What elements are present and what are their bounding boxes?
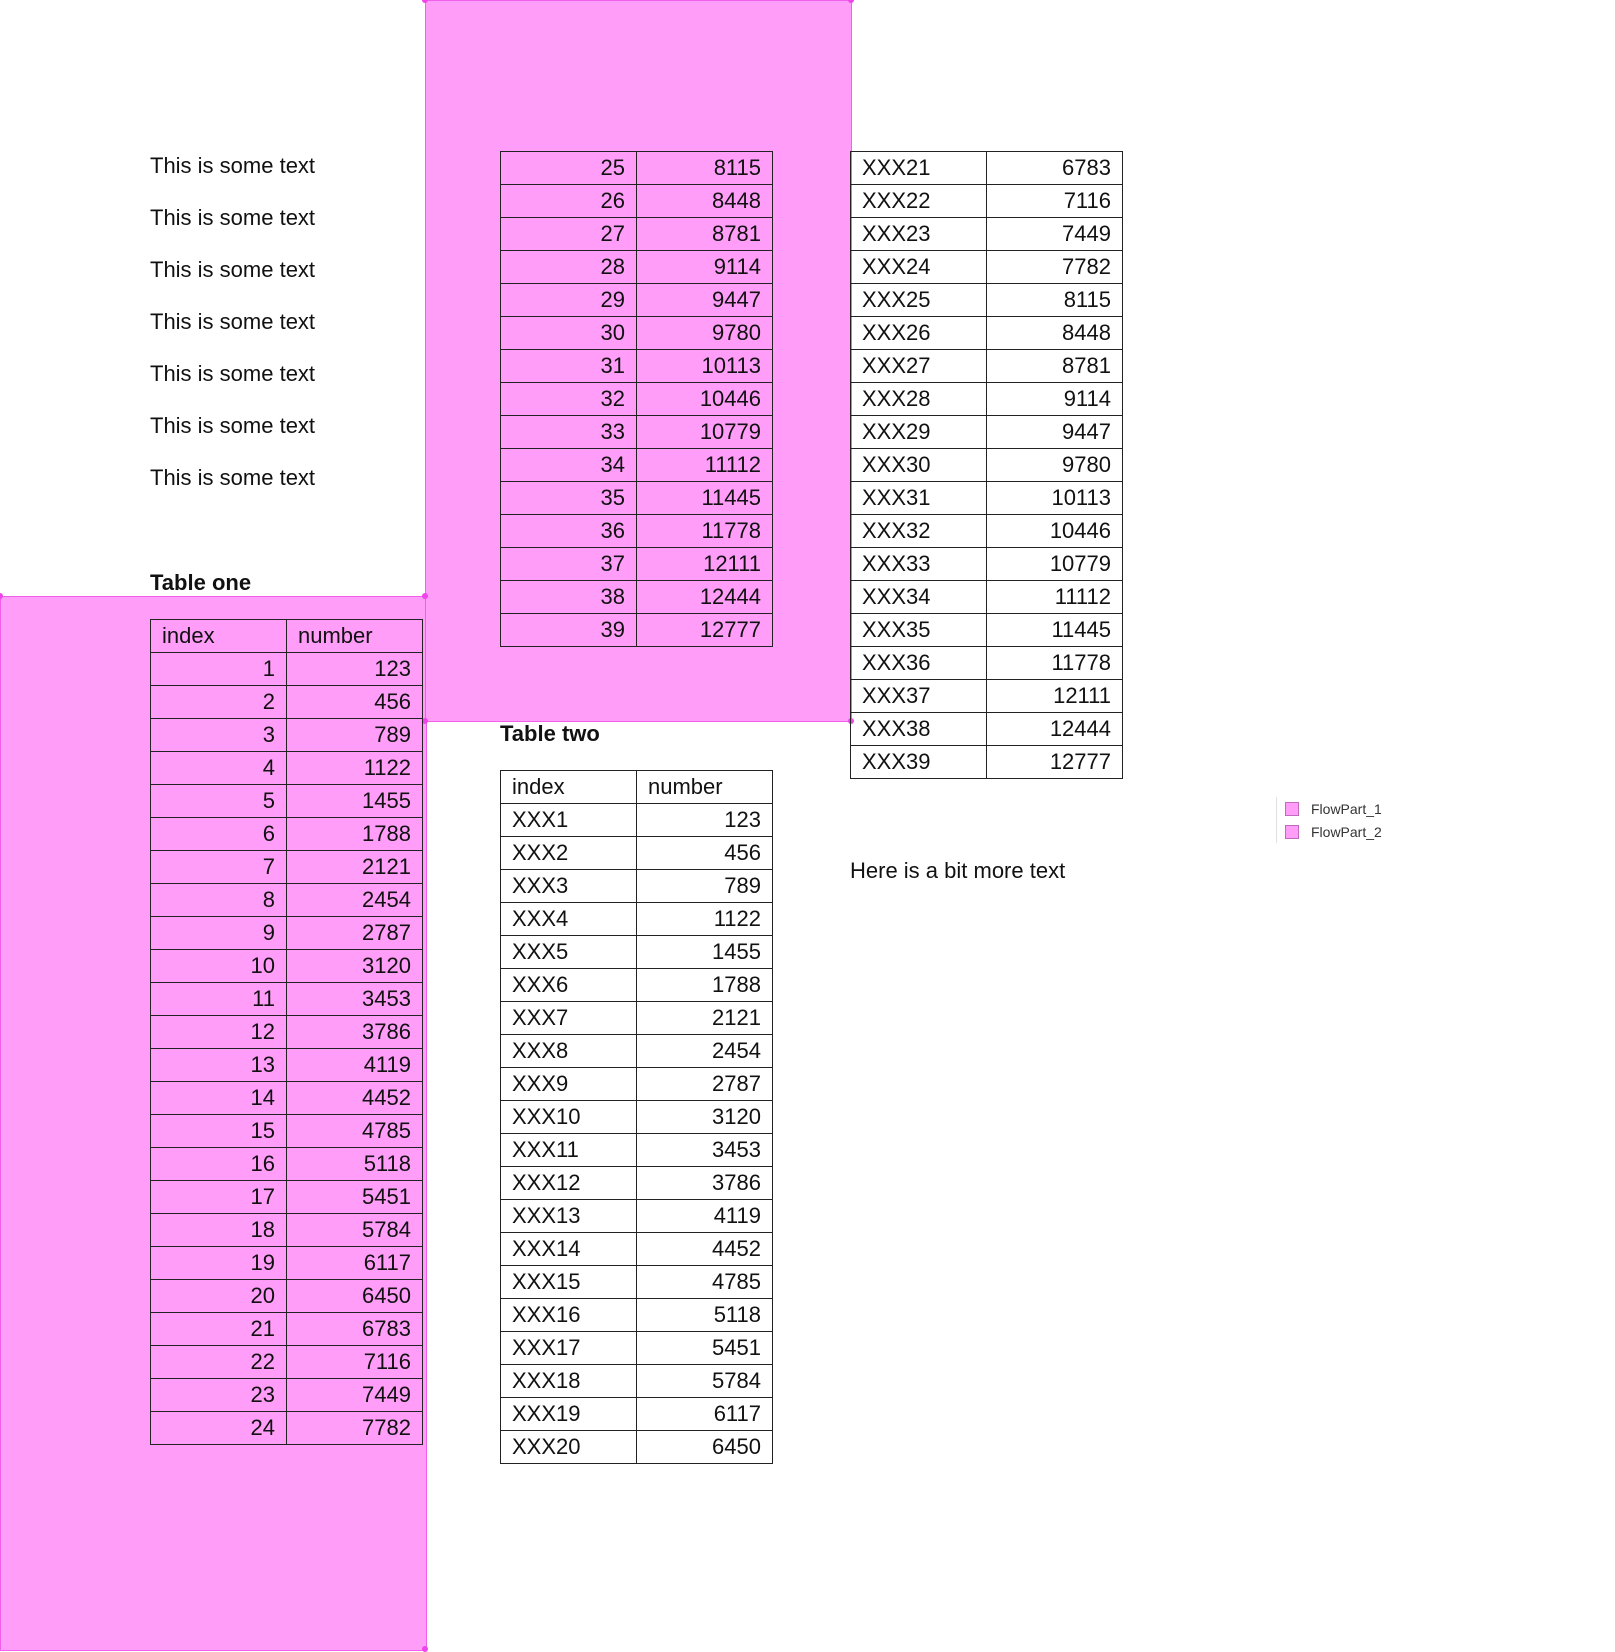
index-cell: 36 [501,515,637,548]
table-row [501,1134,773,1167]
number-cell: 5118 [637,1299,773,1332]
table-one-continued [500,151,773,647]
paragraph: This is some text [150,361,316,386]
table-row [851,614,1123,647]
column-header-index: index [501,771,637,804]
table-row [501,548,773,581]
number-cell: 5451 [287,1181,423,1214]
number-cell: 8448 [987,317,1123,350]
index-cell: 9 [151,917,287,950]
table-row [151,851,423,884]
index-cell: 38 [501,581,637,614]
table-row [501,317,773,350]
number-cell: 7449 [287,1379,423,1412]
table-two [500,770,773,1464]
index-cell: XXX29 [851,416,987,449]
number-cell: 5784 [287,1214,423,1247]
index-cell: XXX39 [851,746,987,779]
index-cell: 35 [501,482,637,515]
table-row [151,1313,423,1346]
table-row [151,1115,423,1148]
table-row [501,1332,773,1365]
index-cell: XXX31 [851,482,987,515]
number-cell: 1122 [637,903,773,936]
number-cell: 3120 [287,950,423,983]
table-row [501,1398,773,1431]
legend-item [1285,797,1382,820]
table-row [501,515,773,548]
index-cell: XXX36 [851,647,987,680]
index-cell: XXX16 [501,1299,637,1332]
table-row [151,653,423,686]
index-cell: 15 [151,1115,287,1148]
index-cell: XXX20 [501,1431,637,1464]
index-cell: XXX26 [851,317,987,350]
table-row [501,1365,773,1398]
index-cell: 8 [151,884,287,917]
table-row [501,1299,773,1332]
index-cell: XXX38 [851,713,987,746]
legend-item [1285,820,1382,843]
number-cell: 12111 [637,548,773,581]
number-cell: 4119 [637,1200,773,1233]
column-header-number: number [637,771,773,804]
index-cell: XXX4 [501,903,637,936]
column-header-index: index [151,620,287,653]
index-cell: XXX15 [501,1266,637,1299]
number-cell: 11778 [987,647,1123,680]
number-cell: 4119 [287,1049,423,1082]
table-row [851,383,1123,416]
table-row [501,1200,773,1233]
region-corner-marker [422,1646,428,1652]
number-cell: 6450 [637,1431,773,1464]
paragraph: This is some text [150,309,316,334]
number-cell: 10113 [987,482,1123,515]
number-cell: 2787 [287,917,423,950]
number-cell: 3453 [287,983,423,1016]
flowpart-1-swatch [1285,802,1299,816]
table-row [501,449,773,482]
number-cell: 3453 [637,1134,773,1167]
table-row [501,251,773,284]
number-cell: 2121 [637,1002,773,1035]
table-one [150,619,423,1445]
flowpart-2-swatch [1285,825,1299,839]
number-cell: 9114 [637,251,773,284]
table-row [151,884,423,917]
number-cell: 10779 [637,416,773,449]
index-cell: XXX11 [501,1134,637,1167]
number-cell: 789 [287,719,423,752]
table-row [501,218,773,251]
number-cell: 7116 [987,185,1123,218]
number-cell: 10779 [987,548,1123,581]
index-cell: 1 [151,653,287,686]
index-cell: XXX13 [501,1200,637,1233]
number-cell: 10446 [637,383,773,416]
number-cell: 8781 [637,218,773,251]
number-cell: 1122 [287,752,423,785]
paragraph: This is some text [150,257,316,282]
number-cell: 456 [637,837,773,870]
index-cell: 17 [151,1181,287,1214]
number-cell: 12444 [987,713,1123,746]
table-row [851,185,1123,218]
index-cell: XXX5 [501,936,637,969]
index-cell: XXX1 [501,804,637,837]
table-row [501,837,773,870]
table-row [851,680,1123,713]
index-cell: 32 [501,383,637,416]
column-header-number: number [287,620,423,653]
number-cell: 11445 [637,482,773,515]
table-row [501,383,773,416]
table-row [851,416,1123,449]
number-cell: 9447 [987,416,1123,449]
table-one-title: Table one [150,570,252,595]
paragraph: This is some text [150,153,316,178]
index-cell: 27 [501,218,637,251]
index-cell: 30 [501,317,637,350]
table-row [151,1214,423,1247]
index-cell: XXX2 [501,837,637,870]
table-row [851,515,1123,548]
table-row [151,785,423,818]
number-cell: 10113 [637,350,773,383]
table-row [151,818,423,851]
number-cell: 3786 [287,1016,423,1049]
table-row [851,647,1123,680]
number-cell: 7116 [287,1346,423,1379]
index-cell: 20 [151,1280,287,1313]
table-row [501,1035,773,1068]
number-cell: 11778 [637,515,773,548]
number-cell: 2454 [637,1035,773,1068]
number-cell: 1788 [287,818,423,851]
index-cell: XXX14 [501,1233,637,1266]
table-row [151,1412,423,1445]
table-row [501,284,773,317]
index-cell: XXX22 [851,185,987,218]
number-cell: 3786 [637,1167,773,1200]
paragraph: This is some text [150,205,316,230]
index-cell: 4 [151,752,287,785]
index-cell: 25 [501,152,637,185]
table-row [851,350,1123,383]
number-cell: 5451 [637,1332,773,1365]
index-cell: 23 [151,1379,287,1412]
number-cell: 6783 [287,1313,423,1346]
index-cell: XXX32 [851,515,987,548]
index-cell: 2 [151,686,287,719]
index-cell: 37 [501,548,637,581]
table-row [501,1068,773,1101]
table-row [851,152,1123,185]
index-cell: 26 [501,185,637,218]
index-cell: XXX21 [851,152,987,185]
closing-paragraph: Here is a bit more text [850,858,1066,883]
table-row [151,950,423,983]
number-cell: 9780 [637,317,773,350]
index-cell: XXX23 [851,218,987,251]
number-cell: 1788 [637,969,773,1002]
table-header-row [501,771,773,804]
flowpart-legend [1276,797,1382,843]
index-cell: 39 [501,614,637,647]
index-cell: 33 [501,416,637,449]
region-corner-marker [422,593,428,599]
index-cell: 14 [151,1082,287,1115]
number-cell: 8115 [637,152,773,185]
table-row [501,152,773,185]
index-cell: 19 [151,1247,287,1280]
table-row [501,482,773,515]
number-cell: 6117 [287,1247,423,1280]
index-cell: 31 [501,350,637,383]
table-header-row [151,620,423,653]
number-cell: 6783 [987,152,1123,185]
table-row [851,548,1123,581]
number-cell: 6117 [637,1398,773,1431]
index-cell: 21 [151,1313,287,1346]
table-row [501,1233,773,1266]
index-cell: 11 [151,983,287,1016]
table-row [501,1002,773,1035]
legend-label: FlowPart_1 [1311,800,1382,817]
table-row [501,416,773,449]
index-cell: 13 [151,1049,287,1082]
table-row [851,449,1123,482]
index-cell: 3 [151,719,287,752]
number-cell: 6450 [287,1280,423,1313]
index-cell: XXX6 [501,969,637,1002]
number-cell: 1455 [637,936,773,969]
legend-label: FlowPart_2 [1311,823,1382,840]
index-cell: XXX10 [501,1101,637,1134]
table-row [851,284,1123,317]
number-cell: 456 [287,686,423,719]
index-cell: XXX9 [501,1068,637,1101]
table-row [151,1082,423,1115]
table-row [501,581,773,614]
number-cell: 8115 [987,284,1123,317]
paragraph: This is some text [150,413,316,438]
table-row [501,185,773,218]
number-cell: 1455 [287,785,423,818]
number-cell: 2121 [287,851,423,884]
number-cell: 7782 [287,1412,423,1445]
number-cell: 12111 [987,680,1123,713]
table-row [151,1280,423,1313]
region-corner-marker [848,0,854,3]
number-cell: 10446 [987,515,1123,548]
table-two-continued [850,151,1123,779]
index-cell: 5 [151,785,287,818]
index-cell: XXX7 [501,1002,637,1035]
number-cell: 9780 [987,449,1123,482]
table-row [501,936,773,969]
table-two-title: Table two [500,721,600,746]
table-row [501,1266,773,1299]
table-row [501,614,773,647]
number-cell: 11445 [987,614,1123,647]
number-cell: 789 [637,870,773,903]
number-cell: 7449 [987,218,1123,251]
table-row [151,1181,423,1214]
index-cell: 10 [151,950,287,983]
table-row [501,350,773,383]
number-cell: 2454 [287,884,423,917]
number-cell: 4452 [637,1233,773,1266]
index-cell: XXX37 [851,680,987,713]
number-cell: 4785 [287,1115,423,1148]
index-cell: 18 [151,1214,287,1247]
number-cell: 7782 [987,251,1123,284]
number-cell: 11112 [987,581,1123,614]
index-cell: XXX17 [501,1332,637,1365]
number-cell: 4452 [287,1082,423,1115]
table-row [501,804,773,837]
table-row [151,1379,423,1412]
table-row [151,719,423,752]
index-cell: XXX28 [851,383,987,416]
table-row [151,1049,423,1082]
table-row [501,1167,773,1200]
table-row [151,1247,423,1280]
table-row [151,1148,423,1181]
index-cell: XXX24 [851,251,987,284]
index-cell: XXX35 [851,614,987,647]
index-cell: 29 [501,284,637,317]
number-cell: 12777 [987,746,1123,779]
table-row [851,746,1123,779]
table-row [851,317,1123,350]
number-cell: 5118 [287,1148,423,1181]
index-cell: 22 [151,1346,287,1379]
index-cell: 28 [501,251,637,284]
number-cell: 9114 [987,383,1123,416]
table-row [501,1101,773,1134]
table-row [151,917,423,950]
number-cell: 2787 [637,1068,773,1101]
index-cell: XXX3 [501,870,637,903]
table-row [851,251,1123,284]
table-row [151,1346,423,1379]
table-row [501,870,773,903]
index-cell: 12 [151,1016,287,1049]
table-row [501,969,773,1002]
table-row [501,903,773,936]
number-cell: 8781 [987,350,1123,383]
index-cell: 6 [151,818,287,851]
number-cell: 5784 [637,1365,773,1398]
index-cell: XXX34 [851,581,987,614]
index-cell: XXX25 [851,284,987,317]
table-row [151,983,423,1016]
index-cell: XXX8 [501,1035,637,1068]
table-row [851,713,1123,746]
number-cell: 9447 [637,284,773,317]
table-row [151,752,423,785]
index-cell: 24 [151,1412,287,1445]
table-row [151,1016,423,1049]
number-cell: 3120 [637,1101,773,1134]
index-cell: XXX27 [851,350,987,383]
index-cell: 34 [501,449,637,482]
number-cell: 123 [287,653,423,686]
index-cell: 16 [151,1148,287,1181]
index-cell: 7 [151,851,287,884]
paragraph: This is some text [150,465,316,490]
index-cell: XXX18 [501,1365,637,1398]
number-cell: 123 [637,804,773,837]
number-cell: 11112 [637,449,773,482]
number-cell: 12777 [637,614,773,647]
table-row [851,482,1123,515]
table-row [851,218,1123,251]
number-cell: 8448 [637,185,773,218]
table-row [151,686,423,719]
index-cell: XXX12 [501,1167,637,1200]
number-cell: 12444 [637,581,773,614]
table-row [501,1431,773,1464]
index-cell: XXX33 [851,548,987,581]
index-cell: XXX30 [851,449,987,482]
number-cell: 4785 [637,1266,773,1299]
table-row [851,581,1123,614]
index-cell: XXX19 [501,1398,637,1431]
